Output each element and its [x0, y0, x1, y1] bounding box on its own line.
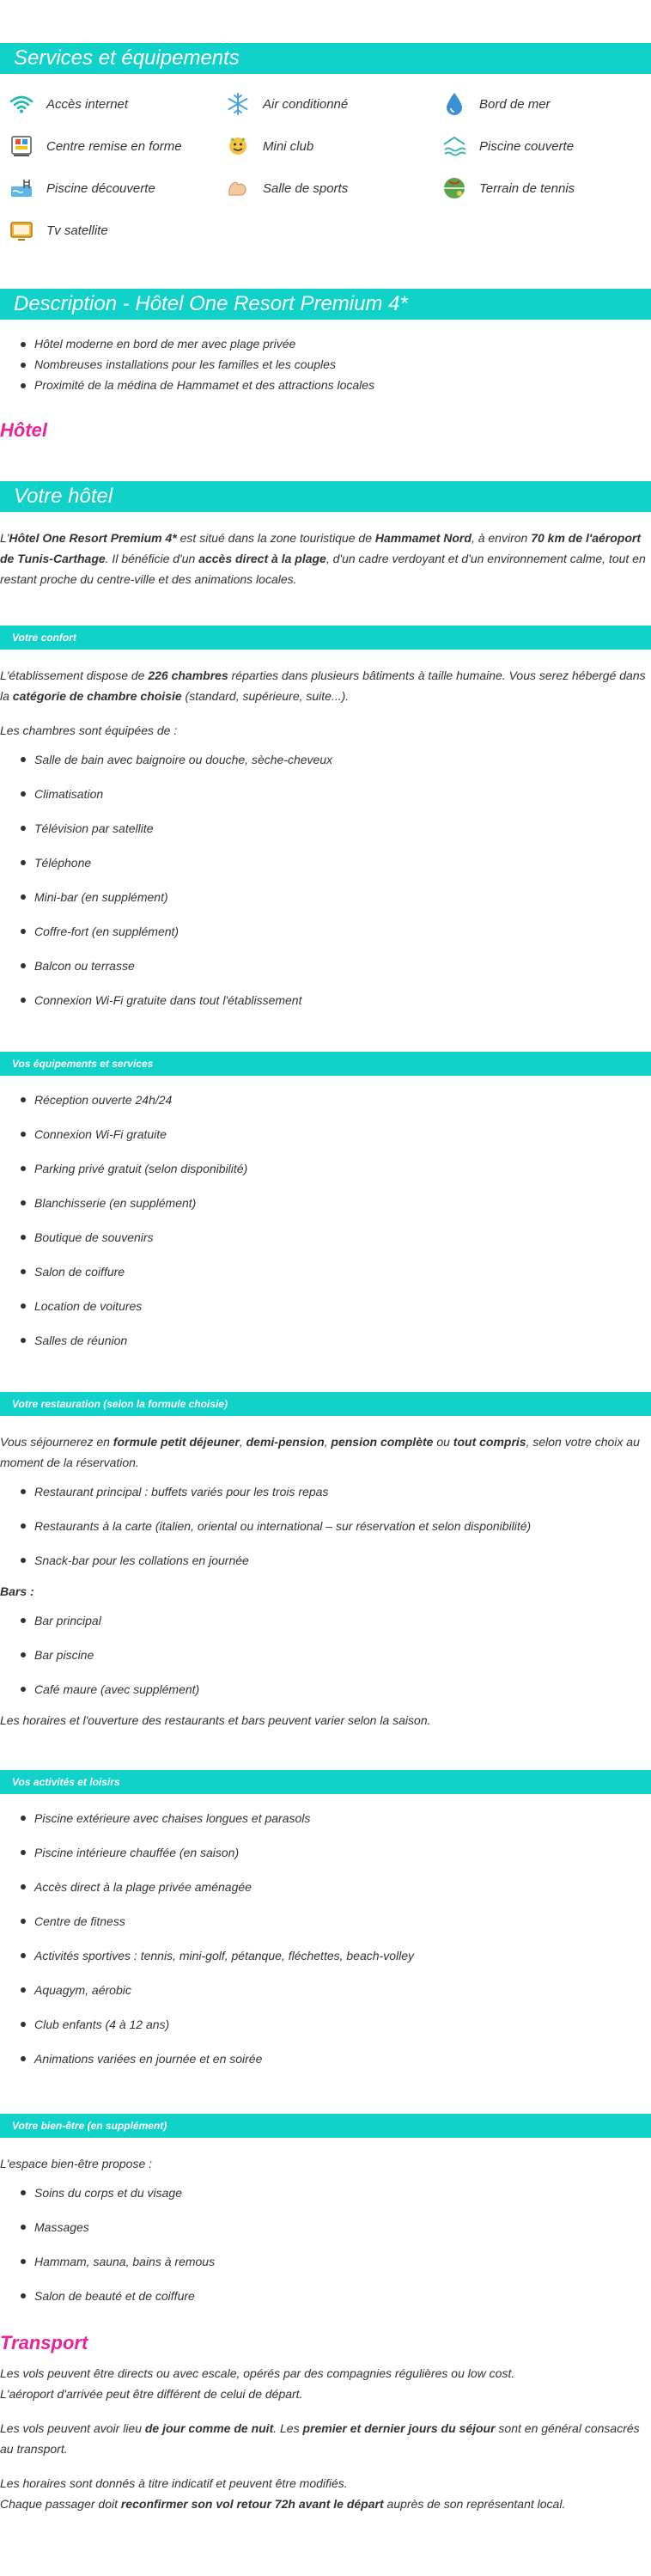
transport-line-5: Chaque passager doit reconfirmer son vol retour 72h avant le départ auprès de son représentant local. [0, 2497, 566, 2511]
service-item [225, 133, 441, 159]
service-item [9, 91, 225, 117]
list-item: Nombreuses installations pour les familles et les couples [19, 354, 651, 375]
service-label: Tv satellite [46, 223, 108, 238]
confort-band [0, 626, 651, 650]
equipements-list [0, 1083, 651, 1358]
service-label: Piscine couverte [479, 138, 575, 154]
list-item: Climatisation [19, 777, 651, 811]
list-item: Restaurants à la carte (italien, oriental ou international – sur réservation et selon disponibilité) [19, 1509, 651, 1543]
outdoor-pool-icon [9, 175, 34, 201]
list-item: Parking privé gratuit (selon disponibilité) [19, 1151, 651, 1186]
service-label: Salle de sports [263, 180, 349, 196]
list-item: Mini-bar (en supplément) [19, 880, 651, 914]
list-item: Balcon ou terrasse [19, 949, 651, 983]
gym-arm-icon [225, 175, 251, 201]
service-label: Bord de mer [479, 96, 551, 112]
water-drop-icon [441, 91, 467, 117]
list-item: Club enfants (4 à 12 ans) [19, 2007, 651, 2042]
list-item: Piscine intérieure chauffée (en saison) [19, 1835, 651, 1870]
hotel-paragraph: L'Hôtel One Resort Premium 4* est situé dans la zone touristique de Hammamet Nord, à environ 70 km de l'aéroport de Tunis-Carthage. Il bénéficie d'un accès direct à la plage, d'un cadre verdoyant et d'un environnement calme, tout en restant proche du centre-ville et des animations locales. [0, 531, 646, 586]
services-title: Services et équipements [14, 46, 240, 70]
equipements-title: Vos équipements et services [12, 1058, 154, 1070]
activites-band [0, 1770, 651, 1794]
list-item: Salon de coiffure [19, 1254, 651, 1289]
bars-label: Bars : [0, 1584, 34, 1598]
list-item: Salon de beauté et de coiffure [19, 2279, 651, 2313]
list-item: Proximité de la médina de Hammamet et des attractions locales [19, 375, 651, 395]
services-grid [0, 74, 651, 243]
description-band [0, 289, 651, 320]
list-item: Animations variées en journée et en soirée [19, 2042, 651, 2076]
restauration-note: Les horaires et l'ouverture des restaurants et bars peuvent varier selon la saison. [0, 1713, 431, 1727]
activites-title: Vos activités et loisirs [12, 1776, 120, 1788]
services-band [0, 43, 651, 74]
snowflake-icon [225, 91, 251, 117]
list-item: Snack-bar pour les collations en journée [19, 1543, 651, 1578]
service-item [9, 175, 225, 201]
service-label: Mini club [263, 138, 314, 154]
service-label: Air conditionné [263, 96, 349, 112]
list-item: Télévision par satellite [19, 811, 651, 845]
restauration-band [0, 1392, 651, 1416]
transport-line-4: Les horaires sont donnés à titre indicatif et peuvent être modifiés. [0, 2476, 348, 2490]
service-label: Accès internet [46, 96, 129, 112]
list-item: Centre de fitness [19, 1904, 651, 1938]
restauration-title: Votre restauration (selon la formule choisie) [12, 1398, 228, 1410]
list-item: Bar piscine [19, 1638, 651, 1672]
list-item: Réception ouverte 24h/24 [19, 1083, 651, 1117]
transport-line-3: Les vols peuvent avoir lieu de jour comme de nuit. Les premier et dernier jours du séjour sont en général consacrés au transport. [0, 2421, 640, 2456]
description-title: Description - Hôtel One Resort Premium 4* [14, 292, 408, 315]
list-item: Piscine extérieure avec chaises longues et parasols [19, 1801, 651, 1835]
restauration-list [0, 1474, 651, 1578]
confort-list [0, 742, 651, 1017]
list-item: Accès direct à la plage privée aménagée [19, 1870, 651, 1904]
confort-title: Votre confort [12, 632, 76, 644]
service-item [225, 175, 441, 201]
list-item: Blanchisserie (en supplément) [19, 1186, 651, 1220]
list-item: Bar principal [19, 1603, 651, 1638]
bienetre-list [0, 2176, 651, 2313]
bienetre-intro: L'espace bien-être propose : [0, 2157, 153, 2170]
equipements-band [0, 1052, 651, 1076]
description-list [0, 333, 651, 395]
list-item: Connexion Wi-Fi gratuite dans tout l'établissement [19, 983, 651, 1017]
list-item: Massages [19, 2210, 651, 2244]
fitness-icon [9, 133, 34, 159]
votre-hotel-band [0, 481, 651, 512]
hotel-heading: Hôtel [0, 419, 47, 441]
wifi-icon [9, 91, 34, 117]
list-item: Coffre-fort (en supplément) [19, 914, 651, 949]
service-label: Terrain de tennis [479, 180, 575, 196]
covered-pool-icon [441, 133, 467, 159]
restauration-paragraph: Vous séjournerez en formule petit déjeuner, demi-pension, pension complète ou tout compris, selon votre choix au moment de la réservation. [0, 1435, 640, 1469]
tennis-court-icon [441, 175, 467, 201]
bienetre-band [0, 2114, 651, 2138]
list-item: Boutique de souvenirs [19, 1220, 651, 1254]
list-item: Salles de réunion [19, 1323, 651, 1358]
activites-list [0, 1801, 651, 2076]
list-item: Aquagym, aérobic [19, 1973, 651, 2007]
transport-heading: Transport [0, 2332, 88, 2353]
list-item: Location de voitures [19, 1289, 651, 1323]
list-item: Hammam, sauna, bains à remous [19, 2244, 651, 2279]
kids-club-icon [225, 133, 251, 159]
service-label: Piscine découverte [46, 180, 155, 196]
service-item [225, 91, 441, 117]
service-item [441, 133, 651, 159]
service-item [9, 217, 225, 243]
service-item [9, 133, 225, 159]
list-item: Restaurant principal : buffets variés pour les trois repas [19, 1474, 651, 1509]
list-item: Salle de bain avec baignoire ou douche, sèche-cheveux [19, 742, 651, 777]
list-item: Hôtel moderne en bord de mer avec plage privée [19, 333, 651, 354]
confort-paragraph: L'établissement dispose de 226 chambres réparties dans plusieurs bâtiments à taille humaine. Vous serez hébergé dans la catégorie de chambre choisie (standard, supérieure, suite...). [0, 668, 646, 703]
list-item: Téléphone [19, 845, 651, 880]
list-item: Connexion Wi-Fi gratuite [19, 1117, 651, 1151]
transport-line-2: L'aéroport d'arrivée peut être différent de celui de départ. [0, 2387, 303, 2401]
service-item [441, 175, 651, 201]
bars-list [0, 1603, 651, 1706]
list-item: Soins du corps et du visage [19, 2176, 651, 2210]
bienetre-title: Votre bien-être (en supplément) [12, 2120, 167, 2132]
votre-hotel-title: Votre hôtel [14, 485, 113, 508]
service-item [441, 91, 651, 117]
list-item: Activités sportives : tennis, mini-golf, pétanque, fléchettes, beach-volley [19, 1938, 651, 1973]
tv-icon [9, 217, 34, 243]
list-item: Café maure (avec supplément) [19, 1672, 651, 1706]
transport-line-1: Les vols peuvent être directs ou avec escale, opérés par des compagnies régulières ou low cost. [0, 2366, 515, 2380]
confort-intro: Les chambres sont équipées de : [0, 723, 178, 737]
service-label: Centre remise en forme [46, 138, 182, 154]
